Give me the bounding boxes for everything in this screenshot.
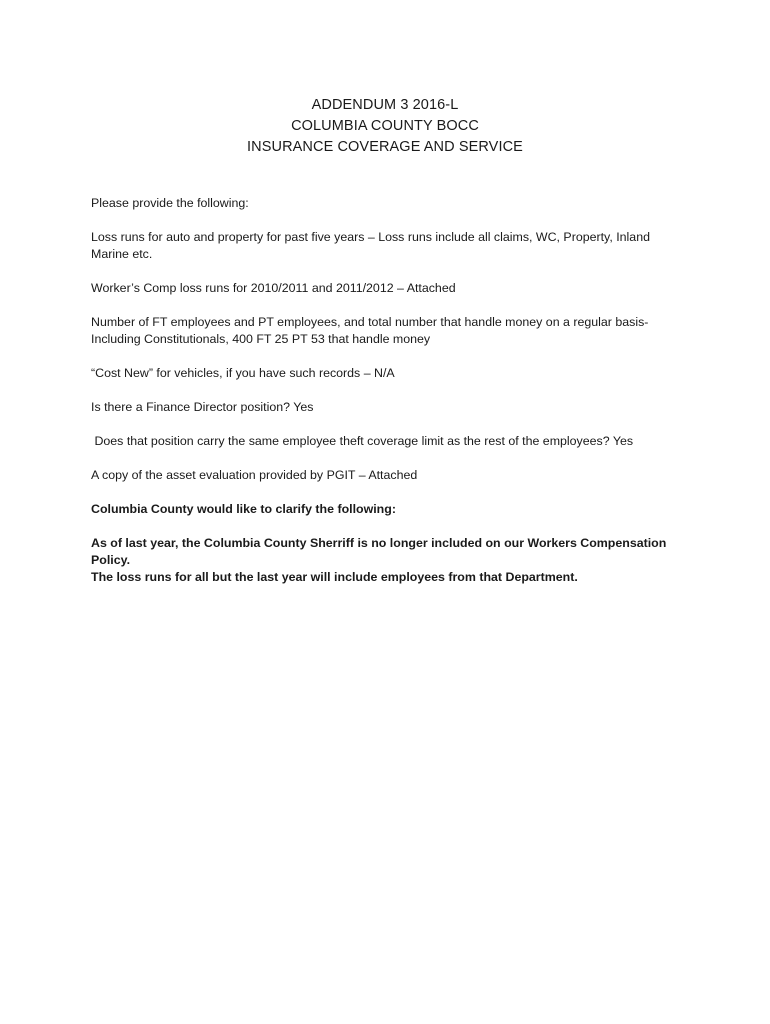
clarify-heading: Columbia County would like to clarify the following:: [91, 502, 396, 516]
item-theft-coverage: Does that position carry the same employee theft coverage limit as the rest of the employees? Yes: [91, 434, 634, 448]
item-employee-count: Number of FT employees and PT employees, and total number that handle money on a regular basis- Including Constitutionals, 400 FT 25 PT 53 that handle money: [91, 315, 649, 346]
document-title: [0, 95, 770, 158]
title-line-organization: COLUMBIA COUNTY BOCC: [291, 118, 479, 134]
title-line-addendum: ADDENDUM 3 2016-L: [311, 97, 459, 113]
item-cost-new: “Cost New” for vehicles, if you have such records – N/A: [91, 366, 395, 380]
item-finance-director: Is there a Finance Director position? Yes: [91, 400, 314, 414]
item-loss-runs: Loss runs for auto and property for past five years – Loss runs include all claims, WC, Property, Inland Marine etc.: [91, 230, 650, 261]
document-body: [91, 195, 681, 603]
clarify-loss-runs-line: The loss runs for all but the last year will include employees from that Department.: [91, 570, 578, 584]
title-line-subject: INSURANCE COVERAGE AND SERVICE: [247, 139, 523, 155]
intro-text: Please provide the following:: [91, 196, 249, 210]
clarify-sheriff-line: As of last year, the Columbia County Sherriff is no longer included on our Workers Compensation Policy.: [91, 536, 667, 567]
item-workers-comp: Worker’s Comp loss runs for 2010/2011 and 2011/2012 – Attached: [91, 281, 456, 295]
item-asset-evaluation: A copy of the asset evaluation provided by PGIT – Attached: [91, 468, 418, 482]
